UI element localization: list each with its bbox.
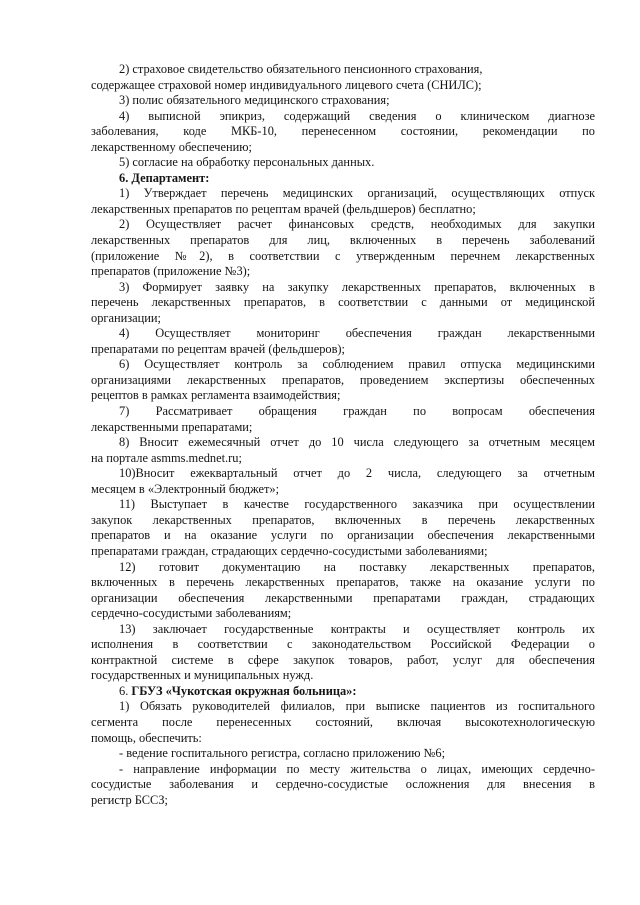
document-paragraph — [91, 280, 595, 327]
text-line: 3) Формирует заявку на закупку лекарственных препаратов, включенных в — [119, 279, 595, 294]
text-line: государственных и муниципальных нужд. — [91, 668, 314, 683]
text-line: препаратов (приложение №3); — [91, 264, 251, 279]
document-paragraph — [91, 62, 595, 93]
text-line: 8) Вносит ежемесячный отчет до 10 числа следующего за отчетным месяцем — [119, 435, 595, 450]
document-paragraph — [91, 404, 595, 435]
text-line: сердечно-сосудистыми заболеваниям; — [91, 606, 292, 621]
text-line: регистр БССЗ; — [91, 792, 168, 807]
text-line: 2) Осуществляет расчет финансовых средств, необходимых для закупки — [119, 217, 595, 232]
document-page — [91, 62, 595, 808]
heading-organization-name: ГБУЗ «Чукотская окружная больница»: — [131, 683, 357, 698]
text-line: рецептов в рамках регламента взаимодействия; — [91, 388, 341, 403]
document-paragraph — [91, 326, 595, 357]
text-line: лекарственными препаратами; — [91, 419, 253, 434]
text-line: помощь, обеспечить: — [91, 730, 202, 745]
document-paragraph — [91, 109, 595, 156]
text-line: 2) страховое свидетельство обязательного пенсионного страхования, — [119, 62, 483, 76]
text-line: 12) готовит документацию на поставку лекарственных препаратов, — [119, 559, 595, 574]
organization-heading — [91, 684, 595, 700]
text-line: 13) заключает государственные контракты и осуществляет контроль их — [119, 621, 595, 636]
text-line: препаратами по рецептам врачей (фельдшеров); — [91, 341, 346, 356]
text-line: лекарственному обеспечению; — [91, 139, 252, 154]
text-line: сегмента после перенесенных состояний, включая высокотехнологическую — [91, 714, 595, 729]
document-paragraph — [91, 357, 595, 404]
text-line: 10)Вносит ежеквартальный отчет до 2 числа, следующего за отчетным — [119, 466, 595, 481]
text-line: (приложение №2), в соответствии с утвержденным перечнем лекарственных — [91, 248, 595, 263]
section-heading — [91, 171, 595, 187]
text-line: сосудистые заболевания и сердечно-сосудистые осложнения для внесения в — [91, 777, 595, 792]
text-line: организациями лекарственных препаратов, проведением экспертизы обеспеченных — [91, 372, 595, 387]
document-paragraph — [91, 217, 595, 279]
document-paragraph — [91, 560, 595, 622]
text-line: 1) Утверждает перечень медицинских организаций, осуществляющих отпуск — [119, 186, 595, 201]
heading-number: 6. — [119, 683, 132, 698]
document-paragraph — [91, 622, 595, 684]
text-line: организации обеспечения лекарственными препаратами граждан, страдающих — [91, 590, 595, 605]
text-line: 6. Департамент: — [119, 170, 210, 185]
document-paragraph — [91, 497, 595, 559]
text-line: 3) полис обязательного медицинского страхования; — [119, 93, 390, 108]
text-line: контрактной системе в сфере закупок товаров, работ, услуг для обеспечения — [91, 652, 595, 667]
text-line — [91, 684, 595, 700]
document-paragraph — [91, 746, 595, 762]
text-line: включенных в перечень лекарственных препаратов, также на оказание услуги по — [91, 575, 595, 590]
text-line: организации; — [91, 310, 161, 325]
text-line: месяцем в «Электронный бюджет»; — [91, 481, 280, 496]
text-line: - направление информации по месту жительства о лицах, имеющих сердечно- — [119, 761, 595, 776]
text-line: содержащее страховой номер индивидуального лицевого счета (СНИЛС); — [91, 77, 482, 92]
text-line: - ведение госпитального регистра, согласно приложению №6; — [119, 746, 446, 761]
text-line: препаратов и на оказание услуги по организации обеспечения лекарственными — [91, 528, 595, 543]
document-paragraph — [91, 699, 595, 746]
text-line: 5) согласие на обработку персональных данных. — [119, 155, 375, 170]
text-line: перечень лекарственных препаратов, в соответствии с данными от медицинской — [91, 295, 595, 310]
text-line: закупок лекарственных препаратов, включенных в перечень лекарственных — [91, 512, 595, 527]
document-paragraph — [91, 93, 595, 109]
document-paragraph — [91, 762, 595, 809]
text-line: лекарственных препаратов для лиц, включенных в перечень заболеваний — [91, 233, 595, 248]
text-line: исполнения в соответствии с законодательством Российской Федерации о — [91, 637, 595, 652]
text-line: 4) Осуществляет мониторинг обеспечения граждан лекарственными — [119, 326, 595, 341]
text-line: 1) Обязать руководителей филиалов, при выписке пациентов из госпитального — [119, 699, 595, 714]
text-line: на портале asmms.mednet.ru; — [91, 450, 242, 465]
text-line: 6) Осуществляет контроль за соблюдением правил отпуска медицинскими — [119, 357, 595, 372]
document-paragraph — [91, 155, 595, 171]
document-paragraph — [91, 435, 595, 466]
text-line: лекарственных препаратов по рецептам врачей (фельдшеров) бесплатно; — [91, 201, 476, 216]
text-line: 4) выписной эпикриз, содержащий сведения о клиническом диагнозе — [119, 108, 595, 123]
document-paragraph — [91, 186, 595, 217]
text-line: 7) Рассматривает обращения граждан по вопросам обеспечения — [119, 404, 595, 419]
document-paragraph — [91, 466, 595, 497]
text-line: препаратами граждан, страдающих сердечно-сосудистыми заболеваниями; — [91, 543, 488, 558]
text-line: 11) Выступает в качестве государственного заказчика при осуществлении — [119, 497, 595, 512]
text-line: заболевания, коде МКБ-10, перенесенном состоянии, рекомендации по — [91, 124, 595, 139]
